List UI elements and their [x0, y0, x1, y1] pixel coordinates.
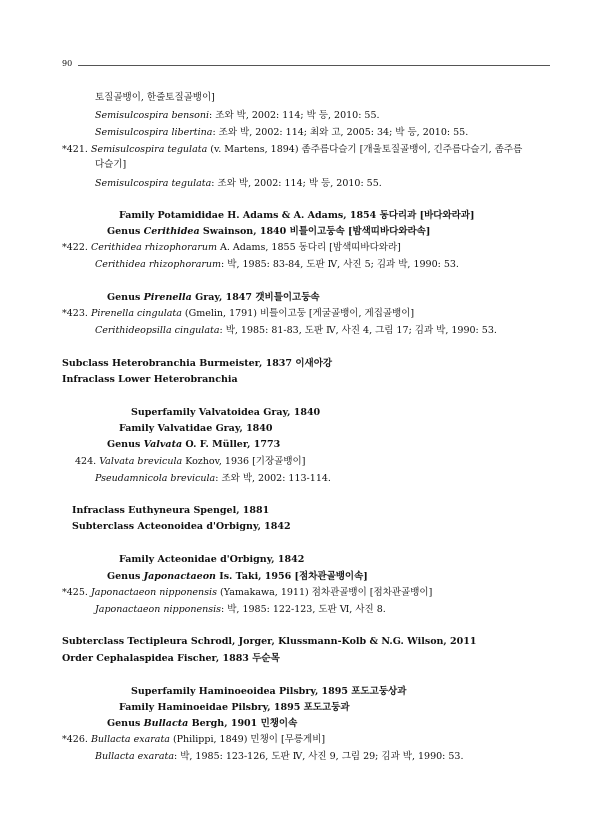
- species-entry-426: *426. Bullacta exarata (Philippi, 1849) 민챙이 [무릉게비]: [62, 734, 326, 745]
- synonym-line: 토질골뱅이, 한줄토질골뱅이]: [95, 92, 215, 103]
- synonym-line: Semisulcospira libertina: 조와 박, 2002: 114; 최와 고, 2005: 34; 박 등, 2010: 55.: [95, 127, 469, 138]
- synonym-line: Semisulcospira tegulata: 조와 박, 2002: 114; 박 등, 2010: 55.: [95, 178, 382, 189]
- infraclass-heading: Infraclass Euthyneura Spengel, 1881: [72, 505, 270, 516]
- family-heading: Family Acteonidae d'Orbigny, 1842: [119, 554, 305, 565]
- synonym-line: Cerithideopsilla cingulata: 박, 1985: 81-83, 도판 Ⅳ, 사진 4, 그림 17; 김과 박, 1990: 53.: [95, 325, 497, 336]
- species-entry-422: *422. Cerithidea rhizophorarum A. Adams, 1855 동다리 [밤색띠바다와라]: [62, 242, 401, 253]
- species-entry-425: *425. Japonactaeon nipponensis (Yamakawa, 1911) 점차관골뱅이 [점차관골뱅이]: [62, 587, 433, 598]
- family-heading: Family Valvatidae Gray, 1840: [119, 423, 273, 434]
- subterclass-heading: Subterclass Tectipleura Schrodl, Jorger, Klussmann-Kolb & N.G. Wilson, 2011: [62, 636, 477, 647]
- genus-heading: Genus Pirenella Gray, 1847 갯비틀이고둥속: [107, 292, 320, 303]
- species-entry-421: *421. Semisulcospira tegulata (v. Martens, 1894) 좀주름다슬기 [개울토질골뱅이, 긴주름다슬기, 좀주름: [62, 144, 523, 155]
- genus-heading: Genus Cerithidea Swainson, 1840 비틀이고둥속 [밤색띠바다와라속]: [107, 226, 431, 237]
- genus-heading: Genus Japonactaeon Is. Taki, 1956 [점차관골뱅이속]: [107, 571, 368, 582]
- order-heading: Order Cephalaspidea Fischer, 1883 두순목: [62, 653, 280, 664]
- superfamily-heading: Superfamily Valvatoidea Gray, 1840: [131, 407, 321, 418]
- infraclass-heading: Infraclass Lower Heterobranchia: [62, 374, 238, 385]
- species-entry-423: *423. Pirenella cingulata (Gmelin, 1791) 비틀이고둥 [게굴골뱅이, 게집골뱅이]: [62, 308, 415, 319]
- species-entry-continuation: 다슬기]: [95, 159, 127, 170]
- family-heading: Family Haminoeidae Pilsbry, 1895 포도고둥과: [119, 702, 350, 713]
- species-entry-424: 424. Valvata brevicula Kozhov, 1936 [기장골뱅이]: [75, 456, 306, 467]
- genus-heading: Genus Bullacta Bergh, 1901 민챙이속: [107, 718, 298, 729]
- synonym-line: Semisulcospira bensoni: 조와 박, 2002: 114; 박 등, 2010: 55.: [95, 110, 380, 121]
- synonym-line: Bullacta exarata: 박, 1985: 123-126, 도판 Ⅳ, 사진 9, 그림 29; 김과 박, 1990: 53.: [95, 751, 464, 762]
- synonym-line: Japonactaeon nipponensis: 박, 1985: 122-123, 도판 Ⅵ, 사진 8.: [95, 604, 386, 615]
- superfamily-heading: Superfamily Haminoeoidea Pilsbry, 1895 포도고둥상과: [131, 686, 407, 697]
- synonym-line: Pseudamnicola brevicula: 조와 박, 2002: 113-114.: [95, 473, 331, 484]
- synonym-line: Cerithidea rhizophorarum: 박, 1985: 83-84, 도판 Ⅳ, 사진 5; 김과 박, 1990: 53.: [95, 259, 459, 270]
- genus-heading: Genus Valvata O. F. Müller, 1773: [107, 439, 281, 450]
- header-rule: [78, 65, 550, 66]
- subterclass-heading: Subterclass Acteonoidea d'Orbigny, 1842: [72, 521, 291, 532]
- family-heading: Family Potamididae H. Adams & A. Adams, 1854 동다리과 [바다와라과]: [119, 210, 475, 221]
- page-number: 90: [62, 59, 73, 68]
- subclass-heading: Subclass Heterobranchia Burmeister, 1837 이새아강: [62, 358, 333, 369]
